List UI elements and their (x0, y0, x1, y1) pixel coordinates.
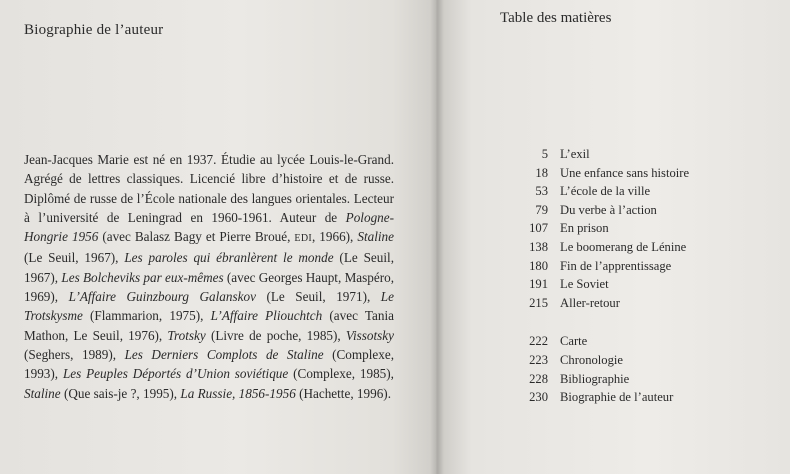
bio-text-run: Jean-Jacques Marie est né en 1937. Étudie au lycée Louis-le-Grand. Agrégé de lettres classiques. Licencié libre d’histoire et de russe. Diplômé de russe de l’École nationale des langues orientales. Lecteur à l’université de Leningrad en 1960-1961. Auteur de (24, 152, 394, 225)
toc-entry (500, 182, 780, 201)
toc-page-number: 222 (529, 334, 548, 349)
bio-text-run: EDI (294, 233, 312, 245)
table-of-contents (500, 145, 780, 407)
toc-chapter-title: Biographie de l’auteur (560, 390, 674, 405)
toc-entry (500, 238, 780, 257)
book-title-text: La Russie, 1856-1956 (180, 385, 296, 401)
toc-page-number: 230 (529, 390, 548, 405)
toc-chapter-title: Le boomerang de Lénine (560, 239, 687, 254)
page-title-biography: Biographie de l’auteur (24, 22, 164, 38)
toc-entry (500, 257, 780, 276)
toc-page-number: 5 (541, 147, 548, 161)
biography-text (24, 150, 394, 403)
bio-text-run: (avec Tania Mathon, Le Seuil, 1976), (24, 308, 394, 343)
toc-page-number: 180 (529, 258, 548, 273)
toc-chapter-title: Une enfance sans histoire (560, 165, 690, 180)
toc-chapter-title: Chronologie (560, 352, 623, 367)
bio-text-run: (Flammarion, 1975), (82, 308, 211, 324)
bio-text-run: , 1966), (311, 229, 358, 245)
toc-page-number: 18 (535, 165, 548, 180)
bio-text-run: (Que sais-je ?, 1995), (60, 385, 181, 401)
toc-entry (500, 145, 780, 164)
book-title-text: Pologne-Hongrie 1956 (24, 209, 394, 245)
page-title-contents: Table des matières (500, 10, 612, 26)
bio-text-run: (Complexe, 1985), (288, 366, 394, 382)
right-page (436, 0, 790, 474)
toc-entry (500, 219, 780, 238)
toc-page-number: 223 (529, 352, 548, 367)
toc-page-number: 191 (529, 277, 548, 292)
toc-page-number: 228 (529, 371, 548, 386)
toc-entry (500, 201, 780, 220)
bio-text-run: (Seghers, 1989), (24, 346, 125, 362)
toc-page-number: 53 (535, 184, 548, 199)
toc-chapter-title: L’école de la ville (560, 184, 651, 199)
toc-chapter-title: Le Soviet (560, 277, 609, 292)
toc-entry (500, 370, 780, 389)
toc-chapter-title: Aller-retour (560, 295, 620, 310)
toc-chapter-title: Bibliographie (560, 371, 630, 386)
toc-page-number: 79 (535, 202, 548, 217)
bio-text-run: (Le Seuil, 1967), (24, 250, 394, 285)
book-gutter (430, 0, 444, 474)
book-title-text: Trotsky (167, 327, 206, 343)
toc-entry (500, 164, 780, 183)
book-title-text: Le Trotskysme (24, 289, 394, 324)
book-title-text: Les Bolcheviks par eux-mêmes (61, 269, 224, 285)
book-title-text: Les paroles qui ébranlèrent le monde (124, 250, 334, 266)
book-title-text: Vissotsky (345, 327, 394, 343)
toc-group (500, 145, 780, 312)
toc-entry (500, 294, 780, 313)
bio-text-run: (avec Balasz Bagy et Pierre Broué, (98, 229, 295, 245)
toc-entry (500, 275, 780, 294)
toc-page-number: 138 (529, 239, 548, 254)
toc-group (500, 332, 780, 406)
bio-text-run: (Hachette, 1996). (295, 385, 391, 401)
toc-entry (500, 332, 780, 351)
bio-text-run: (avec Georges Haupt, Maspéro, 1969), (24, 269, 395, 305)
book-title-text: Staline (24, 385, 61, 401)
bio-text-run: (Livre de poche, 1985), (205, 327, 346, 343)
toc-chapter-title: Carte (560, 334, 588, 349)
book-title-text: L’Affaire Guinzbourg Galanskov (68, 289, 256, 305)
toc-page-number: 107 (529, 221, 548, 236)
book-title-text: L’Affaire Pliouchtch (210, 308, 323, 324)
toc-chapter-title: Fin de l’apprentissage (560, 258, 672, 273)
book-title-text: Les Derniers Complots de Staline (124, 346, 324, 362)
toc-entry (500, 388, 780, 407)
toc-page-number: 215 (529, 295, 548, 310)
book-title-text: Staline (357, 229, 394, 245)
toc-chapter-title: L’exil (560, 147, 590, 161)
bio-text-run: (Le Seuil, 1971), (255, 289, 381, 305)
toc-chapter-title: En prison (560, 221, 609, 236)
bio-text-run: (Complexe, 1993), (24, 346, 394, 382)
toc-entry (500, 351, 780, 370)
bio-text-run: (Le Seuil, 1967), (24, 250, 125, 266)
toc-chapter-title: Du verbe à l’action (560, 202, 657, 217)
book-title-text: Les Peuples Déportés d’Union soviétique (62, 366, 289, 382)
